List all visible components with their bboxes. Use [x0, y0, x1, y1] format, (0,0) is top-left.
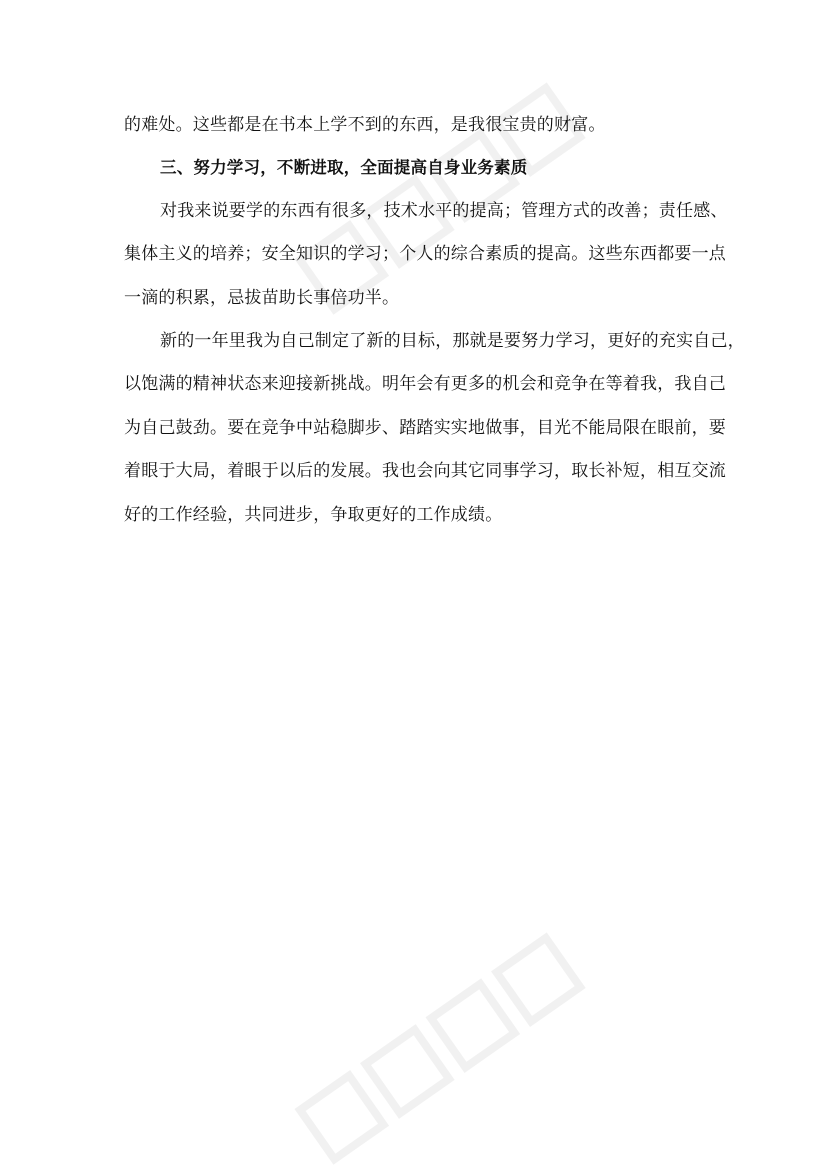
paragraph-2-line-4: 着眼于大局，着眼于以后的发展。我也会向其它同事学习，取长补短，相互交流	[124, 461, 726, 481]
section-heading: 三、努力学习，不断进取，全面提高自身业务素质	[160, 158, 528, 177]
paragraph-2-line-1: 新的一年里我为自己制定了新的目标，那就是要努力学习，更好的充实自己，	[160, 331, 745, 351]
paragraph-1-line-1: 对我来说要学的东西有很多，技术水平的提高；管理方式的改善；责任感、	[160, 201, 728, 221]
paragraph-2-line-2: 以饱满的精神状态来迎接新挑战。明年会有更多的机会和竞争在等着我，我自己	[124, 374, 726, 394]
paragraph-2-line-5: 好的工作经验，共同进步，争取更好的工作成绩。	[124, 505, 503, 525]
paragraph-continuation: 的难处。这些都是在书本上学不到的东西，是我很宝贵的财富。	[124, 115, 606, 135]
paragraph-1-line-2: 集体主义的培养；安全知识的学习；个人的综合素质的提高。这些东西都要一点	[124, 244, 726, 264]
paragraph-2-line-3: 为自己鼓劲。要在竞争中站稳脚步、踏踏实实地做事，目光不能局限在眼前，要	[124, 418, 726, 438]
paragraph-1-line-3: 一滴的积累，忌拔苗助长事倍功半。	[124, 288, 400, 308]
